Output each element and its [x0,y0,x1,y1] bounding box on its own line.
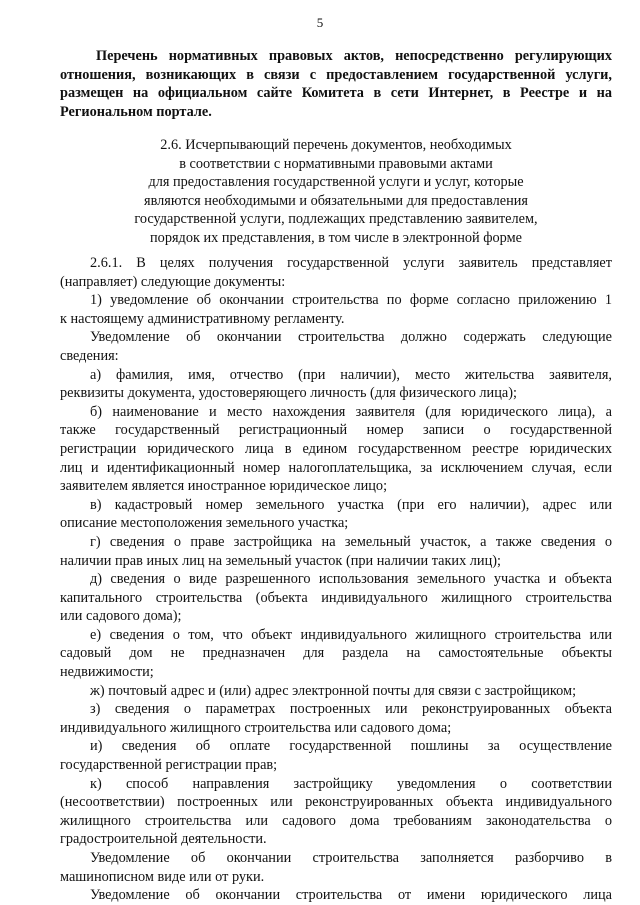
body-line: к настоящему административному регламенту. [60,310,345,327]
body-line: также государственный регистрационный номер записи о государственной [60,422,612,439]
body-line: капитального строительства (объекта индивидуального жилищного строительства [60,589,612,606]
body-line: е) сведения о том, что объект индивидуального жилищного строительства или [90,626,612,643]
body-line: градостроительной деятельности. [60,831,267,848]
body-line: жилищного строительства или садового дома требованиям законодательства о [60,812,612,829]
body-line: и) сведения об оплате государственной пошлины за осуществление [90,738,612,755]
body-line: лиц и идентификационный номер налогоплательщика, за исключением случая, если [60,459,612,476]
body-line: реквизиты документа, удостоверяющего личность (для физического лица); [60,385,517,402]
body-line: 1) уведомление об окончании строительства по форме согласно приложению 1 [90,292,612,309]
body-line: наличии прав иных лиц на земельный участок (при наличии таких лиц); [60,552,501,569]
heading-line: порядок их представления, в том числе в электронной форме [150,229,522,246]
body-line: Уведомление об окончании строительства заполняется разборчиво в [90,850,612,866]
heading-line: 2.6. Исчерпывающий перечень документов, необходимых [160,137,512,153]
body-line: регистрации юридического лица в едином государственном реестре юридических [60,440,612,457]
intro-line: размещен на официальном сайте Комитета в сети Интернет, в Реестре и на [60,85,612,102]
heading-line: для предоставления государственной услуги и услуг, которые [148,174,524,191]
intro-line: Региональном портале. [60,103,212,120]
body-line: машинописном виде или от руки. [60,868,265,885]
body-line: Уведомление об окончании строительства от имени юридического лица [90,887,612,904]
intro-line: Перечень нормативных правовых актов, непосредственно регулирующих [96,48,612,64]
body-line: Уведомление об окончании строительства должно содержать следующие [90,329,612,346]
intro-line: отношения, возникающих в связи с предоставлением государственной услуги, [60,66,612,83]
body-line: (несоответствии) построенных или реконструированных объекта индивидуального [60,794,612,811]
heading-line: в соответствии с нормативными правовыми актами [179,155,493,172]
body-line: заявителем является иностранное юридическое лицо; [60,478,388,495]
body-line: ж) почтовый адрес и (или) адрес электронной почты для связи с застройщиком; [90,682,577,699]
body-line: д) сведения о виде разрешенного использования земельного участка и объекта [90,571,612,588]
body-line: сведения: [60,347,119,364]
body-line: государственной регистрации прав; [60,757,278,774]
heading-line: являются необходимыми и обязательными для предоставления [144,192,528,209]
body-text [60,254,612,905]
body-line: описание местоположения земельного участка; [60,515,349,532]
body-line: или садового дома); [60,608,182,625]
intro-paragraph [60,47,612,121]
body-line: индивидуального жилищного строительства или садового дома; [60,719,452,736]
page-number: 5 [316,15,324,30]
body-line: недвижимости; [60,664,154,681]
body-line: к) способ направления застройщику уведомления о соответствии [90,775,612,792]
body-line: з) сведения о параметрах построенных или реконструированных объекта [90,701,612,718]
body-line: г) сведения о праве застройщика на земельный участок, а также сведения о [90,533,612,550]
heading-line: государственной услуги, подлежащих представлению заявителем, [134,211,538,228]
body-line: садовый дом не предназначен для раздела на самостоятельные объекты [60,645,612,662]
section-heading [60,136,612,248]
body-line: 2.6.1. В целях получения государственной услуги заявитель представляет [90,255,612,271]
body-line: в) кадастровый номер земельного участка (при его наличии), адрес или [90,496,612,513]
body-line: а) фамилия, имя, отчество (при наличии), место жительства заявителя, [90,366,612,383]
body-line: б) наименование и место нахождения заявителя (для юридического лица), а [90,403,612,420]
body-line: (направляет) следующие документы: [60,273,286,290]
